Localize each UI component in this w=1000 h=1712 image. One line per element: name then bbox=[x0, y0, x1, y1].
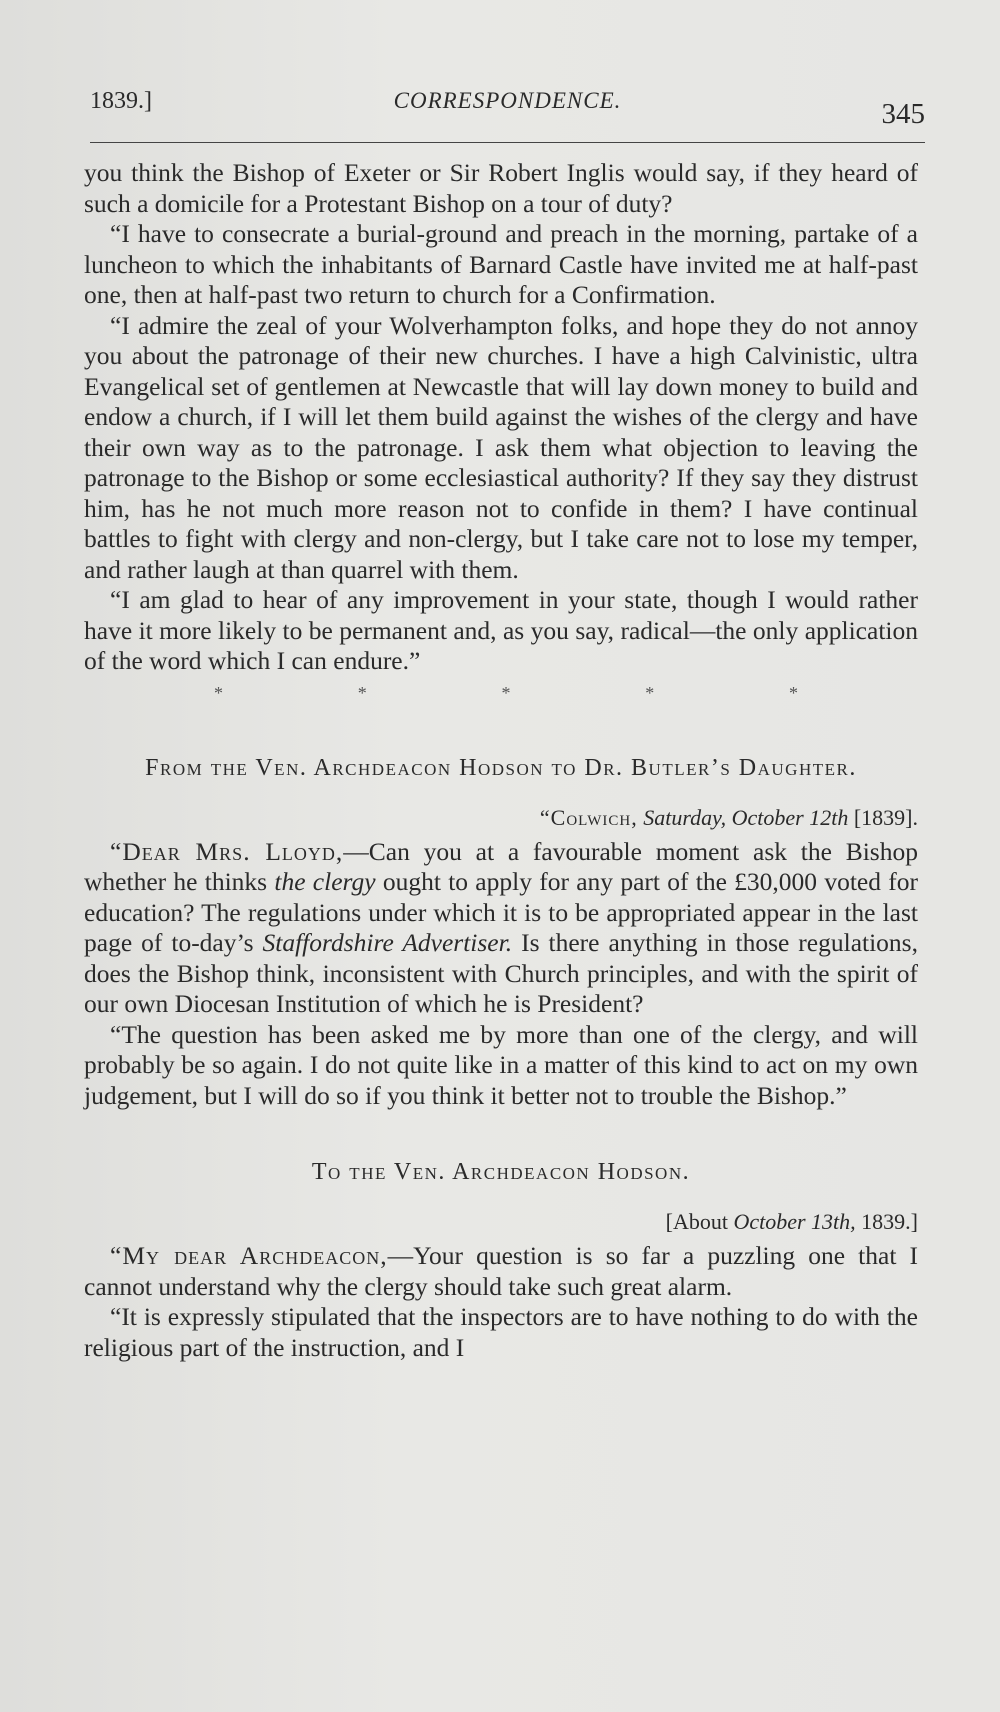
text-run: —Your question is so far a puzzling one that I cannot understand why the clergy should take such great alarm. bbox=[84, 1241, 919, 1301]
page-number: 345 bbox=[881, 98, 925, 130]
paragraph: “I am glad to hear of any improvement in your state, though I would rather have it more likely to be permanent and, as you say, radical—the only application of the word which I can endure.” bbox=[84, 585, 918, 675]
italic-run: October 13th, bbox=[733, 1209, 856, 1234]
header-year: 1839.] bbox=[90, 88, 152, 114]
paragraph: “I have to consecrate a burial-ground and preach in the morning, partake of a luncheon to which the inhabitants of Barnard Castle have invited me at half-past one, then at half-past two return to church for a Confirmation. bbox=[84, 219, 918, 309]
running-header bbox=[90, 84, 925, 130]
dateline-place: “Colwich, bbox=[539, 804, 638, 830]
dateline-year: [1839]. bbox=[853, 804, 918, 830]
text-run: [About bbox=[665, 1209, 734, 1234]
letter-paragraph: “It is expressly stipulated that the inspectors are to have nothing to do with the religious part of the instruction, and I bbox=[84, 1302, 918, 1362]
asterisk: * bbox=[357, 682, 367, 703]
dateline-day: Saturday, October 12th bbox=[643, 804, 849, 830]
section-break-asterisks bbox=[84, 683, 918, 709]
page-body bbox=[84, 158, 918, 1363]
letter-dateline bbox=[84, 805, 918, 837]
header-title: CORRESPONDENCE. bbox=[393, 88, 622, 113]
text-run: 1839.] bbox=[855, 1209, 918, 1234]
asterisk: * bbox=[501, 682, 511, 703]
text-run: Is there anything in those regulations, does the Bishop think, inconsistent with Church principles, and with the spirit of our own Diocesan Institution of which he is President? bbox=[84, 928, 918, 1018]
letter-paragraph: “The question has been asked me by more than one of the clergy, and will probably be so again. I do not quite like in a matter of this kind to act on my own judgement, but I will do so if you think it better not to trouble the Bishop.” bbox=[84, 1019, 918, 1110]
asterisk: * bbox=[645, 682, 655, 703]
asterisk: * bbox=[789, 682, 798, 703]
header-rule bbox=[90, 142, 925, 143]
paragraph: you think the Bishop of Exeter or Sir Robert Inglis would say, if they heard of such a domicile for a Protestant Bishop on a tour of duty? bbox=[84, 158, 918, 218]
letter-heading: From the Ven. Archdeacon Hodson to Dr. Butler’s Daughter. bbox=[145, 754, 857, 781]
text-run: ought to apply for any part of the £30,000 voted for education? The regulations under which it is to be appropriated appear in the last page of to-day’s bbox=[84, 867, 918, 957]
letter-dateline bbox=[84, 1209, 918, 1241]
italic-run: Staffordshire Advertiser. bbox=[262, 928, 513, 957]
italic-run: the clergy bbox=[274, 867, 376, 896]
letter-paragraph bbox=[84, 1241, 918, 1302]
paragraph: “I admire the zeal of your Wolverhampton folks, and hope they do not annoy you about the patronage of their new churches. I have a high Calvinistic, ultra Evangelical set of gentlemen at Newcastle that will lay down money to build and endow a church, if I will let them build against the wishes of the clergy and have their own way as to the patronage. I ask them what objection to leaving the patronage to the Bishop or some ecclesiastical authority? If they say they distrust him, has he not much more reason not to confide in them? I have continual battles to fight with clergy and non-clergy, but I take care not to lose my temper, and rather laugh at than quarrel with them. bbox=[84, 310, 918, 584]
salutation: “Dear Mrs. Lloyd, bbox=[110, 836, 344, 866]
letter-heading: To the Ven. Archdeacon Hodson. bbox=[311, 1159, 691, 1185]
asterisk: * bbox=[214, 682, 223, 703]
letter-paragraph bbox=[84, 837, 918, 1020]
text-run: —Can you at a favourable moment ask the Bishop whether he thinks bbox=[84, 836, 918, 896]
salutation: “My dear Archdeacon, bbox=[110, 1241, 388, 1270]
